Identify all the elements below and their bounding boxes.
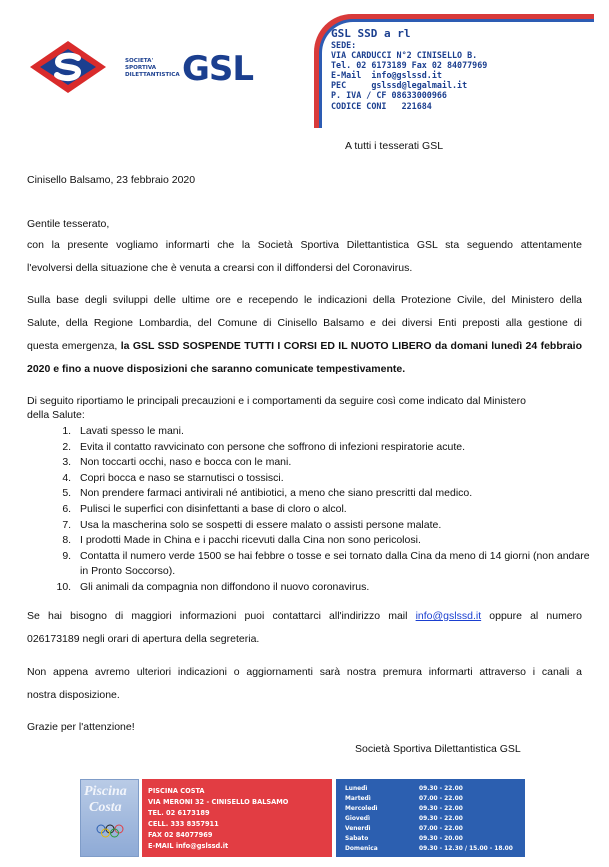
hours-time: 09.30 - 20.00 xyxy=(419,836,463,842)
list-item: 10. Gli animali da compagnia non diffondono il nuovo coronavirus. xyxy=(74,580,594,596)
hours-day: Sabato xyxy=(345,836,369,842)
company-name: GSL SSD a rl xyxy=(331,27,411,40)
pool-logo xyxy=(80,779,139,857)
hours-day: Lunedì xyxy=(345,786,368,792)
hours-day: Venerdì xyxy=(345,826,371,832)
paragraph-line xyxy=(27,340,582,352)
list-item: 9. Contatta il numero verde 1500 se hai febbre o tosse e sei tornato dalla Cina da meno di 14 giorni (non andare in Pronto Soccorso). xyxy=(74,549,594,580)
list-item: 4. Copri bocca e naso se starnutisci o tossisci. xyxy=(74,471,594,487)
hours-time: 09.30 - 22.00 xyxy=(419,806,463,812)
plain-text: oppure al numero xyxy=(481,610,582,622)
plain-text: Se hai bisogno di maggiori informazioni puoi contattarci all'indirizzo mail xyxy=(27,610,416,622)
hours-time: 09.30 - 22.00 xyxy=(419,816,463,822)
hours-time: 07.00 - 22.00 xyxy=(419,826,463,832)
closing-thanks: Grazie per l'attenzione! xyxy=(27,721,135,733)
plain-text: questa emergenza, xyxy=(27,340,121,352)
greeting: Gentile tesserato, xyxy=(27,218,110,230)
hours-time: 09.30 - 12.30 / 15.00 - 18.00 xyxy=(419,846,513,852)
suspension-notice: la GSL SSD SOSPENDE TUTTI I CORSI ED IL NUOTO LIBERO da domani lunedì 24 febbraio xyxy=(120,340,582,352)
email-link[interactable]: info@gslssd.it xyxy=(415,610,482,622)
logo-sub-line: DILETTANTISTICA xyxy=(125,72,180,78)
paragraph-line: con la presente vogliamo informarti che la Società Sportiva Dilettantistica GSL sta seguendo attentamente xyxy=(27,239,582,251)
list-item: 5. Non prendere farmaci antivirali né antibiotici, a meno che siano prescritti dal medico. xyxy=(74,486,594,502)
company-line: Tel. 02 6173189 Fax 02 84077969 xyxy=(331,60,488,71)
precautions-intro: della Salute: xyxy=(27,409,85,421)
company-info-box xyxy=(314,14,594,128)
hours-day: Mercoledì xyxy=(345,806,378,812)
hours-day: Giovedì xyxy=(345,816,370,822)
company-line: VIA CARDUCCI N°2 CINISELLO B. xyxy=(331,50,478,61)
company-text xyxy=(331,27,487,111)
list-item: 6. Pulisci le superfici con disinfettanti a base di cloro o alcol. xyxy=(74,502,594,518)
paragraph-line: Non appena avremo ulteriori indicazioni o aggiornamenti sarà nostra premura informarti attraverso i canali a xyxy=(27,666,582,678)
contact-line xyxy=(27,610,582,622)
hours-time: 09.30 - 22.00 xyxy=(419,786,463,792)
company-line: SEDE: xyxy=(331,40,357,50)
pool-info-line: E-MAIL info@gslssd.it xyxy=(148,842,229,850)
date-line: Cinisello Balsamo, 23 febbraio 2020 xyxy=(27,174,196,186)
list-item: 8. I prodotti Made in China e i pacchi ricevuti dalla Cina non sono pericolosi. xyxy=(74,533,594,549)
precautions-intro: Di seguito riportiamo le principali precauzioni e i comportamenti da seguire così come indicato dal Ministero xyxy=(27,395,526,407)
gsl-logo-icon xyxy=(28,39,108,95)
company-line: CODICE CONI 221684 xyxy=(331,100,432,111)
company-line: E-Mail info@gslssd.it xyxy=(331,70,442,81)
pool-info-line: PISCINA COSTA xyxy=(148,787,205,795)
footer-banner xyxy=(80,779,525,857)
olympic-rings-icon xyxy=(95,824,125,838)
logo-subtitle xyxy=(125,58,185,79)
precautions-list xyxy=(54,424,594,596)
contact-line: 026173189 negli orari di apertura della segreteria. xyxy=(27,633,260,645)
pool-info-line: TEL. 02 6173189 xyxy=(148,809,210,817)
list-item: 3. Non toccarti occhi, naso e bocca con le mani. xyxy=(74,455,594,471)
paragraph-line: nostra disposizione. xyxy=(27,689,120,701)
pool-info-line: VIA MERONI 32 - CINISELLO BALSAMO xyxy=(148,798,289,806)
logo-sub-line: SPORTIVA xyxy=(125,65,157,71)
pool-info-line: CELL. 333 8357911 xyxy=(148,820,219,828)
pool-logo-text: Piscina xyxy=(84,784,127,799)
pool-logo-text: Costa xyxy=(89,800,122,815)
hours-day: Domenica xyxy=(345,846,378,852)
list-item: 7. Usa la mascherina solo se sospetti di essere malato o assisti persone malate. xyxy=(74,518,594,534)
list-item: 2. Evita il contatto ravvicinato con persone che soffrono di infezioni respiratorie acute. xyxy=(74,440,594,456)
list-item: 1. Lavati spesso le mani. xyxy=(74,424,594,440)
hours-time: 07.00 - 22.00 xyxy=(419,796,463,802)
signature: Società Sportiva Dilettantistica GSL xyxy=(355,743,521,755)
paragraph-line: l'evolversi della situazione che è venuta a crearsi con il diffondersi del Coronavirus. xyxy=(27,262,413,274)
company-line: P. IVA / CF 08633000966 xyxy=(331,90,447,101)
paragraph-line: Sulla base degli sviluppi delle ultime ore e recependo le indicazioni della Protezione Civile, del Ministero della xyxy=(27,294,582,306)
recipient-line: A tutti i tesserati GSL xyxy=(345,140,444,152)
suspension-notice: 2020 e fino a nuove disposizioni che saranno comunicate tempestivamente. xyxy=(27,363,406,375)
pool-contact-panel xyxy=(142,779,332,857)
company-line: PEC gslssd@legalmail.it xyxy=(331,80,468,91)
pool-info-line: FAX 02 84077969 xyxy=(148,831,213,839)
opening-hours-panel xyxy=(336,779,525,857)
paragraph-line: Salute, della Regione Lombardia, del Comune di Cinisello Balsamo e dei diversi Enti preposti alla gestione di xyxy=(27,317,582,329)
hours-day: Martedì xyxy=(345,796,371,802)
logo-sub-line: SOCIETA' xyxy=(125,58,154,64)
logo-wordmark: GSL xyxy=(182,49,254,89)
